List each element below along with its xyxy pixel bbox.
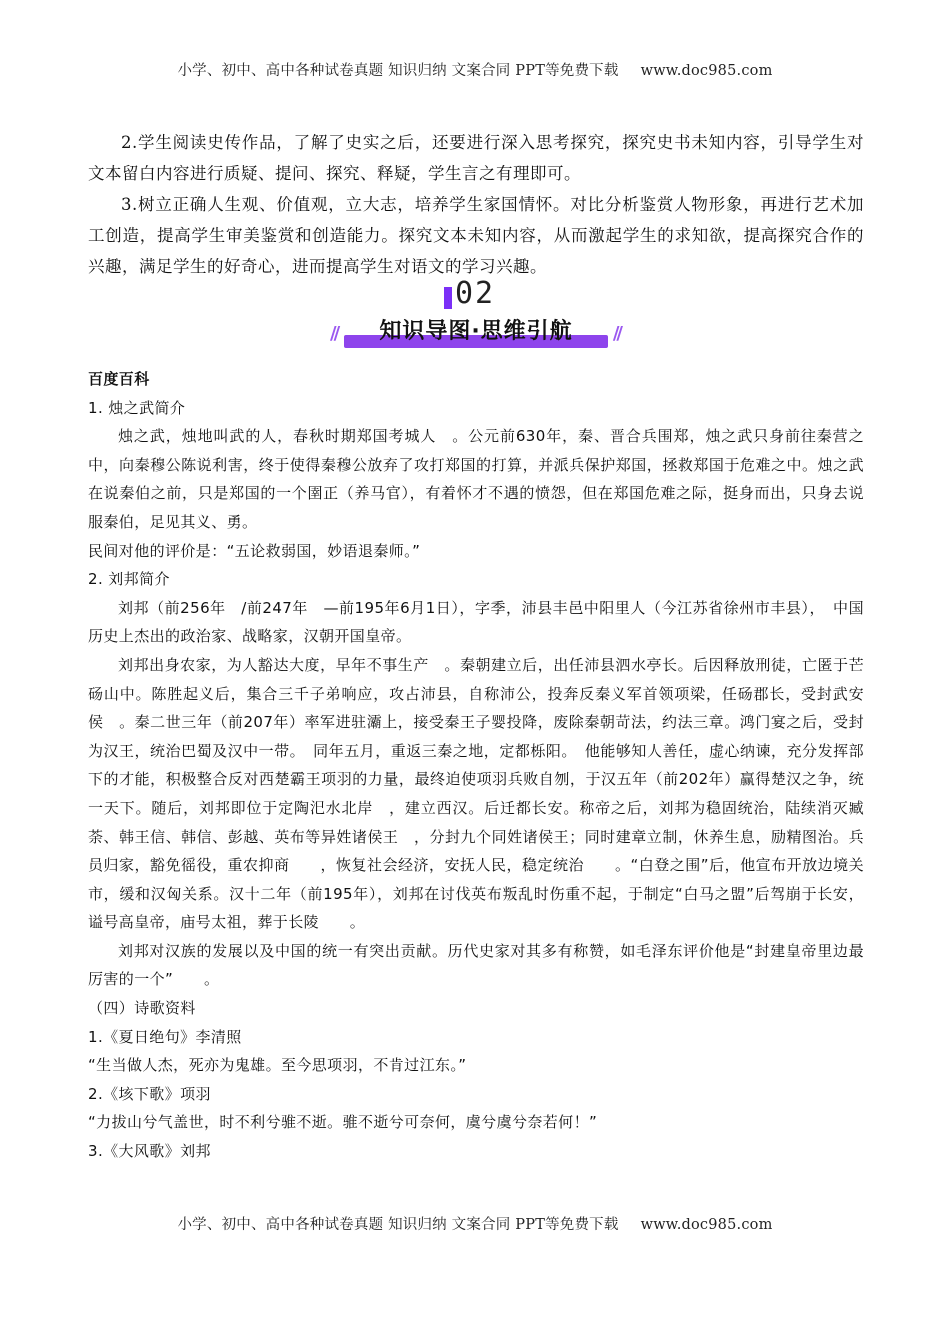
poem-2-text: “力拔山兮气盖世，时不利兮骓不逝。骓不逝兮可奈何，虞兮虞兮奈若何！” [88, 1113, 598, 1132]
page-header [0, 59, 950, 80]
main-content [88, 365, 864, 1166]
intro-section [88, 127, 864, 282]
heading-zhu-zhi-wu: 1. 烛之武简介 [88, 398, 186, 417]
source-title: 百度百科 [88, 370, 150, 388]
heading-poetry: （四）诗歌资料 [88, 999, 196, 1018]
header-text: 小学、初中、高中各种试卷真题 知识归纳 文案合同 PPT等免费下载 [177, 63, 619, 79]
section-title-banner [330, 314, 622, 350]
right-slash-decoration: // [612, 323, 620, 344]
liu-bang-intro-paragraph: 刘邦（前256年 /前247年 —前195年6月1日），字季，沛县丰邑中阳里人（今江苏省徐州市丰县）， 中国历史上杰出的政治家、战略家，汉朝开国皇帝。 [88, 598, 864, 646]
section-number [0, 276, 950, 311]
poem-3-title: 3.《大风歌》刘邦 [88, 1142, 211, 1161]
section-title: 知识导图·思维引航 [379, 319, 573, 344]
intro-paragraph-3: 3.树立正确人生观、价值观，立大志，培养学生家国情怀。对比分析鉴赏人物形象，再进行艺术加工创造，提高学生审美鉴赏和创造能力。探究文本未知内容，从而激起学生的求知欲，提高探究合作的兴趣，满足学生的好奇心，进而提高学生对语文的学习兴趣。 [88, 195, 864, 276]
liu-bang-bio-paragraph: 刘邦出身农家，为人豁达大度，早年不事生产 。秦朝建立后，出任沛县泗水亭长。后因释放刑徒，亡匿于芒砀山中。陈胜起义后，集合三千子弟响应，攻占沛县，自称沛公，投奔反秦义军首领项梁，任砀郡长，受封武安侯 。秦二世三年（前207年）率军进驻灞上，接受秦王子婴投降，废除秦朝苛法，约法三章。鸿门宴之后，受封为汉王，统治巴蜀及汉中一带。 同年五月，重返三秦之地，定都栎阳。 他能够知人善任，虚心纳谏，充分发挥部下的才能，积极整合反对西楚霸王项羽的力量，最终迫使项羽兵败自刎，于汉五年（前202年）赢得楚汉之争，统一天下。随后，刘邦即位于定陶汜水北岸 ，建立西汉。后迁都长安。称帝之后，刘邦为稳固统治，陆续消灭臧荼、韩王信、韩信、彭越、英布等异姓诸侯王 ，分封九个同姓诸侯王；同时建章立制，休养生息，励精图治。兵员归家，豁免徭役，重农抑商 ，恢复社会经济，安抚人民，稳定统治 。“白登之围”后，他宣布开放边境关市，缓和汉匈关系。汉十二年（前195年），刘邦在讨伐英布叛乱时伤重不起，于制定“白马之盟”后驾崩于长安，谥号高皇帝，庙号太祖，葬于长陵 。 [88, 655, 864, 932]
section-number-accent-bar [444, 287, 452, 309]
header-url[interactable]: www.doc985.com [640, 63, 773, 79]
page-footer [0, 1213, 950, 1234]
footer-url[interactable]: www.doc985.com [640, 1217, 773, 1233]
poem-1-title: 1.《夏日绝句》李清照 [88, 1027, 242, 1046]
intro-paragraph-2: 2.学生阅读史传作品，了解了史实之后，还要进行深入思考探究，探究史书未知内容，引导学生对文本留白内容进行质疑、提问、探究、释疑，学生言之有理即可。 [88, 133, 864, 183]
poem-2-title: 2.《垓下歌》项羽 [88, 1084, 211, 1103]
zhu-zhi-wu-paragraph: 烛之武，烛地叫武的人，春秋时期郑国考城人 。公元前630年，秦、晋合兵围郑，烛之武只身前往秦营之中，向秦穆公陈说利害，终于使得秦穆公放弃了攻打郑国的打算，并派兵保护郑国，拯救郑国于危难之中。烛之武在说秦伯之前，只是郑国的一个圉正（养马官），有着怀才不遇的愤怨，但在郑国危难之际，挺身而出，只身去说服秦伯，足见其义、勇。 [88, 427, 864, 531]
folk-evaluation: 民间对他的评价是：“五论救弱国，妙语退秦师。” [88, 541, 421, 560]
footer-text: 小学、初中、高中各种试卷真题 知识归纳 文案合同 PPT等免费下载 [177, 1217, 619, 1233]
heading-liu-bang: 2. 刘邦简介 [88, 570, 170, 589]
liu-bang-evaluation-paragraph: 刘邦对汉族的发展以及中国的统一有突出贡献。历代史家对其多有称赞，如毛泽东评价他是“封建皇帝里边最厉害的一个” 。 [88, 941, 864, 989]
poem-1-text: “生当做人杰，死亦为鬼雄。至今思项羽，不肯过江东。” [88, 1056, 467, 1075]
section-number-text: 02 [454, 276, 496, 311]
left-slash-decoration: // [330, 323, 338, 344]
